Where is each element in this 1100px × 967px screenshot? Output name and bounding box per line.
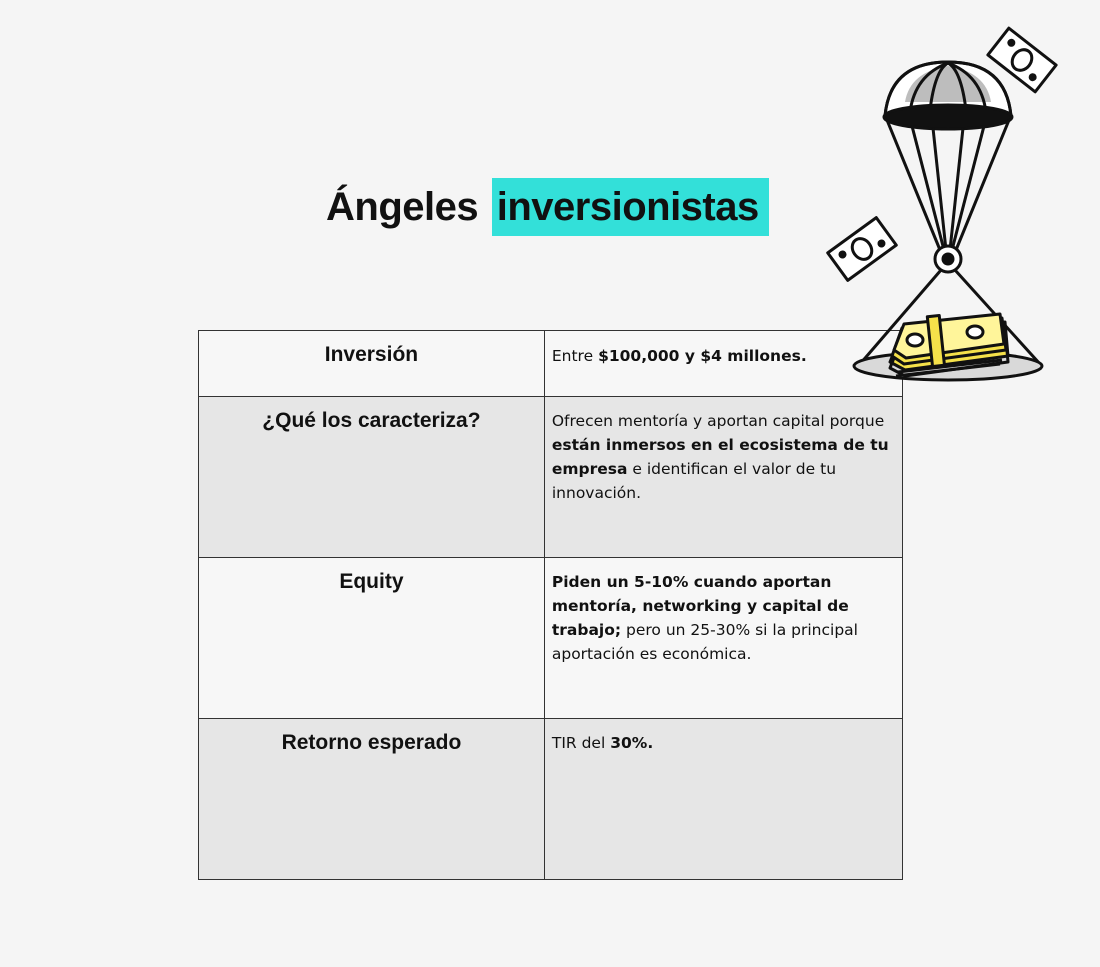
table-row xyxy=(199,558,903,719)
bold-text: 30%. xyxy=(610,734,654,752)
title-highlight: inversionistas xyxy=(492,178,769,236)
title-plain: Ángeles xyxy=(326,185,479,229)
row-label: ¿Qué los caracteriza? xyxy=(199,397,545,558)
row-label: Inversión xyxy=(199,331,545,397)
row-label: Retorno esperado xyxy=(199,719,545,880)
row-value xyxy=(544,397,902,558)
info-table xyxy=(198,330,903,880)
text-segment: e identifican el valor de tu innovación. xyxy=(551,460,837,502)
row-value xyxy=(544,719,902,880)
bold-text: están inmersos en el ecosistema de tu empresa xyxy=(551,436,889,478)
text-segment: pero un 25-30% si la principal aportación es económica. xyxy=(551,621,858,663)
page-title xyxy=(326,178,769,236)
bold-text: $100,000 y $4 millones. xyxy=(598,347,807,365)
banknote-icon xyxy=(828,218,897,281)
table-row xyxy=(199,397,903,558)
bold-text: Piden un 5-10% cuando aportan mentoría, networking y capital de trabajo; xyxy=(551,573,849,639)
parachute-money-icon xyxy=(820,20,1070,390)
text-segment: Ofrecen mentoría y aportan capital porque xyxy=(551,412,885,430)
text-segment: Entre xyxy=(551,347,599,365)
text-segment: TIR del xyxy=(551,734,611,752)
table-row xyxy=(199,719,903,880)
row-label: Equity xyxy=(199,558,545,719)
row-value xyxy=(544,558,902,719)
table-row xyxy=(199,331,903,397)
